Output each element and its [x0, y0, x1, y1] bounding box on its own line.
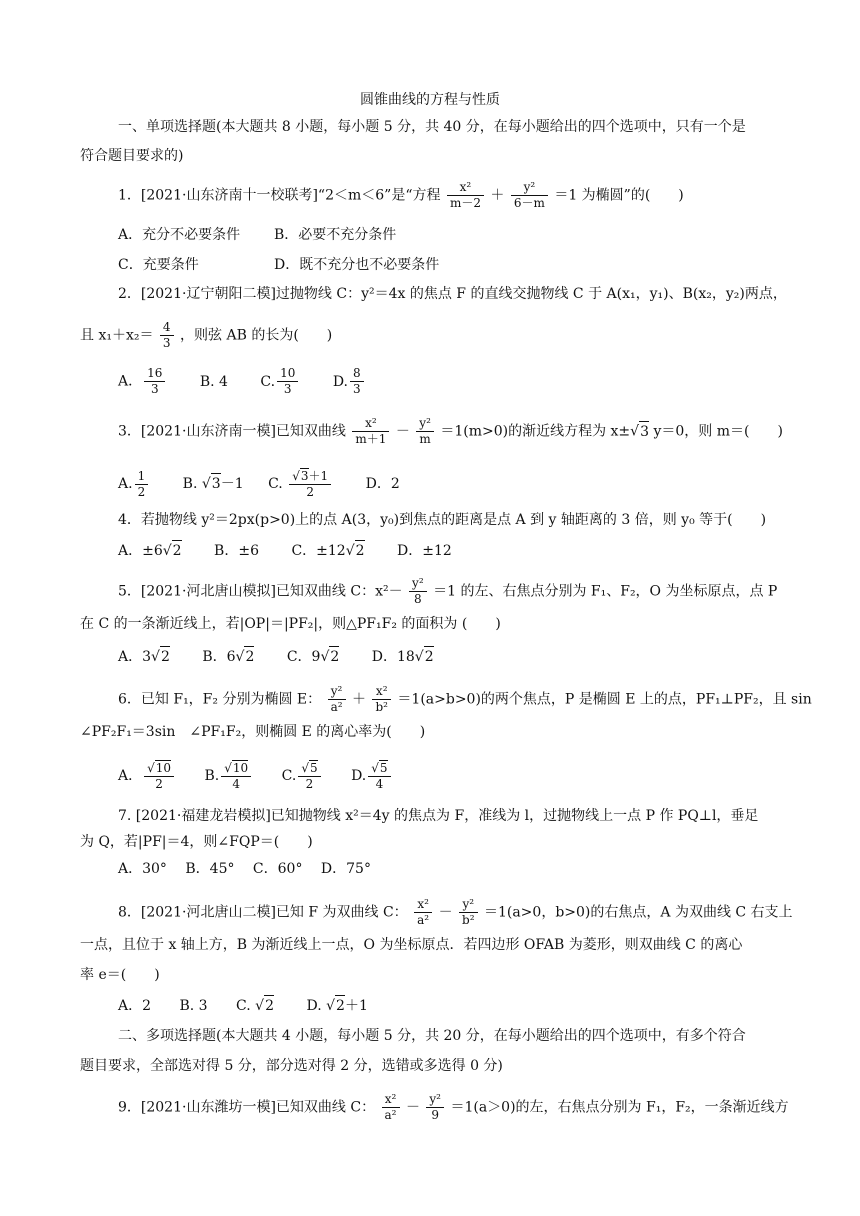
- q8-option-a: A．2: [118, 998, 152, 1014]
- q2-text-a: 且 x₁＋x₂＝: [80, 327, 154, 344]
- q6-fraction-2: $\frac{\text{x²}}{\text{b²}}$: [372, 684, 391, 715]
- q5-option-b-sqrt: 2: [244, 646, 254, 667]
- question-4-stem: 4．若抛物线 y²＝2px(p>0)上的点 A(3，y₀)到焦点的距离是点 A 到 y 轴距离的 3 倍，则 y₀ 等于( ): [118, 512, 767, 528]
- q2-option-b: B. 4: [199, 373, 228, 390]
- q1-option-a: A．充分不必要条件: [118, 227, 241, 243]
- q8-text-a: 8．[2021·河北唐山二模]已知 F 为双曲线 C：: [118, 904, 408, 921]
- q3-option-d: D．2: [365, 476, 400, 492]
- question-6-stem-line2: ∠PF₂F₁＝3sin ∠PF₁F₂，则椭圆 E 的离心率为( ): [80, 724, 426, 740]
- q8-options: A．2 B. 3 C. √2 D. √2＋1: [118, 995, 368, 1016]
- q2-option-d-value: $\frac{8}{3}$: [350, 366, 364, 397]
- q9-text-a: 9．[2021·山东潍坊一模]已知双曲线 C：: [118, 1099, 376, 1116]
- q3-option-b-rest: －1: [220, 476, 244, 492]
- q6-option-b-label: B.: [204, 768, 220, 784]
- section2-heading-line1: 二、多项选择题(本大题共 4 小题，每小题 5 分，共 20 分，在每小题给出的四个选项中，有多个符合: [118, 1028, 746, 1044]
- question-2-stem-line1: 2．[2021·辽宁朝阳二模]过抛物线 C：y²＝4x 的焦点 F 的直线交抛物线 C 于 A(x₁，y₁)、B(x₂，y₂)两点，: [118, 286, 787, 302]
- question-7-stem-line1: 7. [2021·福建龙岩模拟]已知抛物线 x²＝4y 的焦点为 F，准线为 l，过抛物线上一点 P 作 PQ⊥l，垂足: [118, 808, 759, 824]
- question-6-stem: [118, 684, 812, 715]
- q5-option-d-sqrt: 2: [424, 646, 434, 667]
- question-8-stem-line3: 率 e＝( ): [80, 967, 160, 983]
- q3-sqrt: 3: [639, 421, 649, 442]
- q5-option-c-sqrt: 2: [329, 646, 339, 667]
- q5-option-d: D．18: [371, 649, 415, 665]
- q3-minus: －: [395, 423, 410, 440]
- q9-minus: －: [405, 1099, 420, 1116]
- q2-text-b: ，则弦 AB 的长为( ): [180, 327, 333, 344]
- q8-fraction-2: $\frac{\text{y²}}{\text{b²}}$: [459, 897, 478, 928]
- question-5-stem: [118, 576, 777, 607]
- q4-option-c-sqrt: 2: [355, 540, 365, 561]
- q3-option-b-sqrt: 3: [211, 473, 221, 494]
- question-7-stem-line2: 为 Q，若|PF|＝4，则∠FQP＝( ): [80, 834, 313, 850]
- q8-option-c-sqrt: 2: [264, 995, 274, 1016]
- q4-option-b: B．±6: [214, 543, 259, 559]
- question-2-stem-line2: [80, 320, 332, 351]
- q3-option-c-label: C.: [268, 476, 283, 492]
- question-5-stem-line2: 在 C 的一条渐近线上，若|OP|＝|PF₂|，则△PF₁F₂ 的面积为 ( ): [80, 616, 501, 632]
- q6-option-d-value: $\frac{√5}{4}$: [368, 760, 390, 792]
- question-1-stem: [118, 180, 684, 211]
- q8-option-d: D.: [306, 998, 322, 1014]
- q1-stem-text-b: ＝1 为椭圆”的( ): [554, 187, 684, 204]
- q5-options: A．3√2 B．6√2 C．9√2 D．18√2: [118, 646, 434, 667]
- q3-option-a-value: $\frac{1}{2}$: [135, 469, 149, 500]
- q6-plus: ＋: [352, 691, 367, 708]
- question-8-stem-line2: 一点，且位于 x 轴上方，B 为渐近线上一点，O 为坐标原点．若四边形 OFAB 为菱形，则双曲线 C 的离心: [80, 937, 743, 953]
- q2-option-a-value: $\frac{16}{3}$: [144, 366, 165, 397]
- q2-options: [118, 366, 366, 397]
- q3-option-b-label: B.: [182, 476, 198, 492]
- q3-text-c: y＝0，则 m＝( ): [653, 423, 783, 440]
- q6-option-c-label: C.: [281, 768, 297, 784]
- q4-option-a: A．±6: [118, 543, 163, 559]
- q5-option-c: C．9: [286, 649, 321, 665]
- q1-plus: ＋: [490, 187, 505, 204]
- q5-text-a: 5．[2021·河北唐山模拟]已知双曲线 C：x²－: [118, 583, 403, 600]
- q6-option-d-label: D.: [351, 768, 367, 784]
- q6-options: [118, 760, 393, 792]
- q2-option-c-label: C.: [260, 373, 276, 390]
- q8-option-b: B. 3: [179, 998, 208, 1014]
- question-9-stem: [118, 1092, 789, 1123]
- q9-fraction-2: $\frac{\text{y²}}{9}$: [426, 1092, 444, 1123]
- q2-option-a-label: A．: [118, 373, 143, 390]
- section1-heading-line1: 一、单项选择题(本大题共 8 小题，每小题 5 分，共 40 分，在每小题给出的四个选项中，只有一个是: [118, 119, 746, 135]
- q1-fraction-2: $\frac{\text{y²}}{6-m}$: [511, 180, 548, 211]
- q1-option-b: B．必要不充分条件: [274, 227, 397, 243]
- q3-text-a: 3．[2021·山东济南一模]已知双曲线: [118, 423, 346, 440]
- q3-text-b: ＝1(m>0)的渐近线方程为 x±: [440, 423, 631, 440]
- q6-option-a-label: A．: [118, 768, 143, 784]
- q3-fraction-2: $\frac{\text{y²}}{m}$: [416, 416, 434, 447]
- section2-heading-line2: 题目要求，全部选对得 5 分，部分选对得 2 分，选错或多选得 0 分): [80, 1058, 503, 1074]
- q4-option-c: C．±12: [291, 543, 346, 559]
- q7-options: A．30° B．45° C．60° D．75°: [118, 861, 371, 877]
- q5-fraction: $\frac{\text{y²}}{8}$: [409, 576, 427, 607]
- q1-option-c: C．充要条件: [118, 257, 199, 273]
- q1-fraction-1: $\frac{\text{x²}}{m-2}$: [447, 180, 484, 211]
- q8-option-d-sqrt: 2: [335, 995, 345, 1016]
- q6-text-a: 6．已知 F₁，F₂ 分别为椭圆 E：: [118, 691, 322, 708]
- q6-option-b-value: $\frac{√10}{4}$: [221, 760, 251, 792]
- q9-fraction-1: $\frac{\text{x²}}{\text{a²}}$: [382, 1092, 400, 1123]
- q3-fraction-1: $\frac{\text{x²}}{m+1}$: [352, 416, 389, 447]
- q6-option-a-value: $\frac{√10}{2}$: [144, 760, 174, 792]
- q4-option-a-sqrt: 2: [172, 540, 182, 561]
- question-3-stem: 3．[2021·山东济南一模]已知双曲线 $\frac{\text{x²}}{m+1}$ － $\frac{\text{y²}}{m}$ ＝1(m>0)的渐近线方程为 x±√3 y＝0，则 m＝( ): [118, 416, 783, 446]
- q2-option-d-label: D.: [332, 373, 349, 390]
- q6-option-c-value: $\frac{√5}{2}$: [298, 760, 320, 792]
- q9-text-b: ＝1(a＞0)的左，右焦点分别为 F₁，F₂，一条渐近线方: [450, 1099, 789, 1116]
- q1-stem-text-a: 1．[2021·山东济南十一校联考]“2＜m＜6”是“方程: [118, 187, 441, 204]
- q8-minus: －: [438, 904, 453, 921]
- q8-option-d-rest: ＋1: [344, 998, 368, 1014]
- q5-option-a-sqrt: 2: [160, 646, 170, 667]
- q8-text-b: ＝1(a>0，b>0)的右焦点，A 为双曲线 C 右支上: [483, 904, 793, 921]
- q5-text-b: ＝1 的左、右焦点分别为 F₁、F₂，O 为坐标原点，点 P: [433, 583, 778, 600]
- page-title: 圆锥曲线的方程与性质: [360, 92, 500, 108]
- q5-option-a: A．3: [118, 649, 152, 665]
- q6-fraction-1: $\frac{\text{y²}}{\text{a²}}$: [328, 684, 346, 715]
- q8-option-c: C.: [236, 998, 251, 1014]
- section1-heading-line2: 符合题目要求的): [80, 148, 184, 164]
- q3-option-a-label: A.: [118, 476, 133, 492]
- q2-option-c-value: $\frac{10}{3}$: [277, 366, 298, 397]
- q4-options: A．±6√2 B．±6 C．±12√2 D．±12: [118, 540, 452, 561]
- q3-options: A. $\frac{1}{2}$ B. √3－1 C. $\frac{√3+1}{2}$ D．2: [118, 468, 400, 499]
- question-8-stem: [118, 897, 793, 928]
- q6-text-b: ＝1(a>b>0)的两个焦点，P 是椭圆 E 上的点，PF₁⊥PF₂，且 sin: [397, 691, 812, 708]
- q8-fraction-1: $\frac{\text{x²}}{\text{a²}}$: [414, 897, 432, 928]
- q5-option-b: B．6: [202, 649, 236, 665]
- q2-fraction: $\frac{4}{3}$: [160, 320, 174, 351]
- q4-option-d: D．±12: [397, 543, 452, 559]
- q3-option-c-value: $\frac{√3+1}{2}$: [289, 468, 331, 500]
- q1-option-d: D．既不充分也不必要条件: [274, 257, 440, 273]
